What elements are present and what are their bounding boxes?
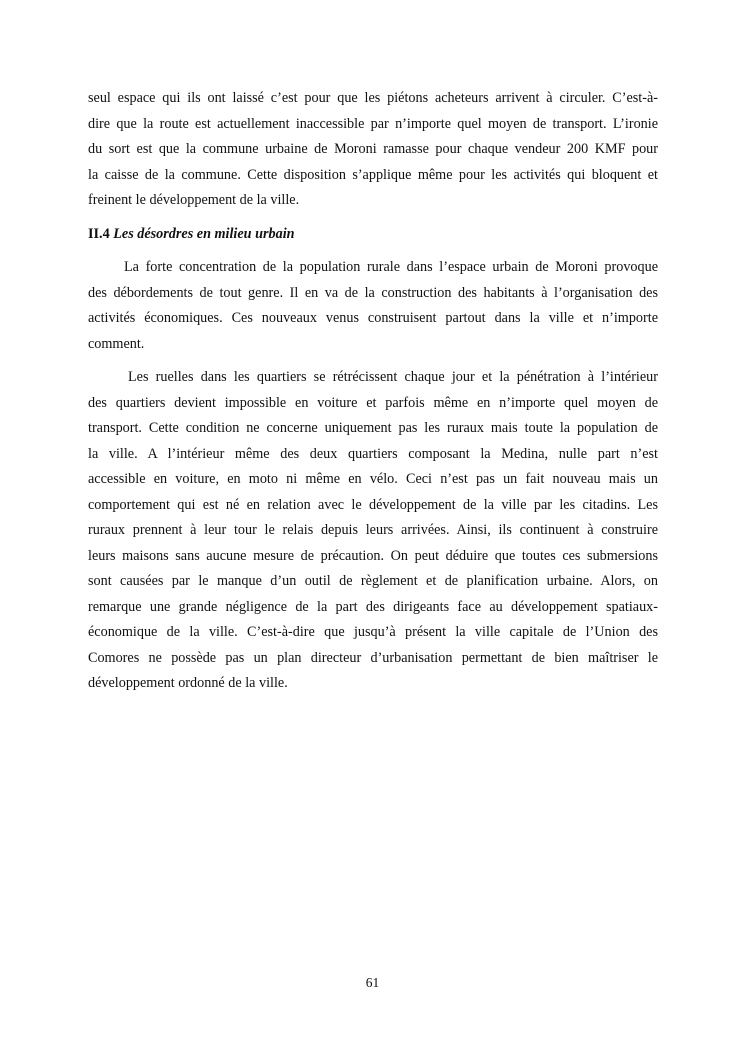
paragraph-2 bbox=[88, 255, 658, 357]
paragraph-1 bbox=[88, 86, 658, 214]
text-line: remarque une grande négligence de la part des dirigeants face au développement spatiaux- bbox=[88, 598, 658, 615]
text-line: du sort est que la commune urbaine de Moroni ramasse pour chaque vendeur 200 KMF pour bbox=[88, 141, 658, 157]
text-line: des débordements de tout genre. Il en va de la construction des habitants à l’organisation des bbox=[88, 284, 658, 301]
text-line: Comores ne possède pas un plan directeur d’urbanisation permettant de bien maîtriser le bbox=[88, 649, 658, 666]
text-line: comportement qui est né en relation avec le développement de la ville par les citadins. Les bbox=[88, 496, 658, 513]
text-line: des quartiers devient impossible en voiture et parfois même en n’importe quel moyen de bbox=[88, 394, 658, 411]
text-line: freinent le développement de la ville. bbox=[88, 192, 300, 208]
paragraph-3 bbox=[88, 365, 658, 697]
text-line: ruraux prennent à leur tour le relais depuis leurs arrivées. Ainsi, ils continuent à construire bbox=[88, 522, 658, 538]
section-number: II.4 bbox=[88, 225, 110, 242]
section-heading bbox=[88, 222, 658, 248]
text-line: dire que la route est actuellement inaccessible par n’importe quel moyen de transport. L’ironie bbox=[88, 115, 658, 132]
text-line: activités économiques. Ces nouveaux venus construisent partout dans la ville et n’importe bbox=[88, 310, 658, 326]
text-line: comment. bbox=[88, 335, 145, 352]
text-line: La forte concentration de la population rurale dans l’espace urbain de Moroni provoque bbox=[124, 259, 658, 275]
text-line: économique de la ville. C’est-à-dire que jusqu’à présent la ville capitale de l’Union des bbox=[88, 624, 658, 640]
document-page bbox=[88, 86, 658, 697]
text-line: accessible en voiture, en moto ni même en vélo. Ceci n’est pas un fait nouveau mais un bbox=[88, 471, 658, 487]
text-line: développement ordonné de la ville. bbox=[88, 675, 288, 691]
text-line: Les ruelles dans les quartiers se rétrécissent chaque jour et la pénétration à l’intérieur bbox=[128, 369, 658, 385]
text-line: la caisse de la commune. Cette disposition s’applique même pour les activités qui bloquent et bbox=[88, 166, 658, 183]
text-line: leurs maisons sans aucune mesure de précaution. On peut déduire que toutes ces submersions bbox=[88, 547, 658, 564]
text-line: seul espace qui ils ont laissé c’est pour que les piétons acheteurs arrivent à circuler. C’est-à- bbox=[88, 90, 658, 106]
text-line: transport. Cette condition ne concerne uniquement pas les ruraux mais toute la population de bbox=[88, 420, 658, 436]
section-title: Les désordres en milieu urbain bbox=[113, 225, 295, 242]
text-line: sont causées par le manque d’un outil de règlement et de planification urbaine. Alors, on bbox=[88, 573, 658, 589]
text-line: la ville. A l’intérieur même des deux quartiers composant la Medina, nulle part n’est bbox=[88, 445, 658, 462]
page-number: 61 bbox=[365, 975, 380, 990]
